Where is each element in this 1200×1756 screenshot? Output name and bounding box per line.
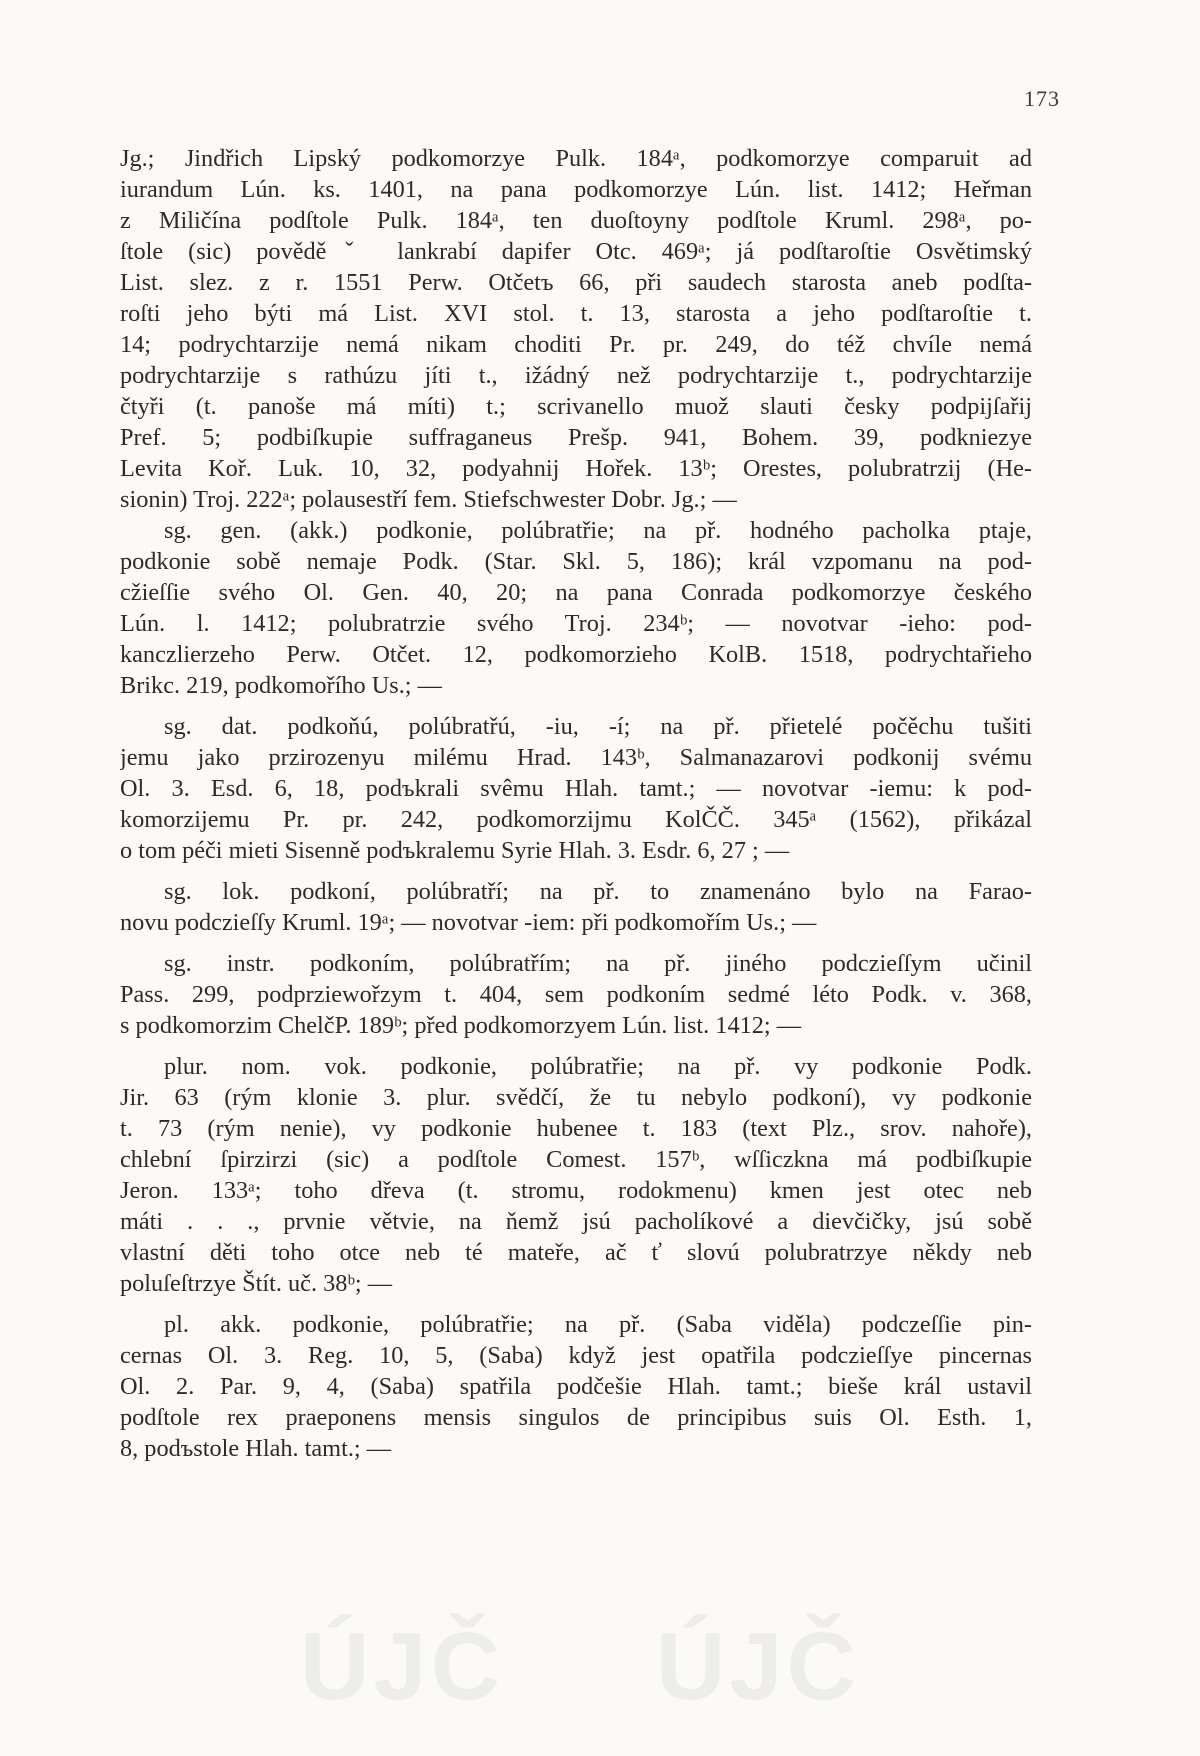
- text-line: sg. instr. podkoním, polúbratřím; na př. jiného podczieſſym učinil: [164, 950, 1032, 977]
- watermark-text: ÚJČ: [300, 1613, 505, 1720]
- text-line: iurandum Lún. ks. 1401, na pana podkomorzye Lún. list. 1412; Heřman: [120, 176, 1032, 203]
- paragraph: [120, 876, 1032, 938]
- text-line: máti . . ., prvnie větvie, na ňemž jsú pacholíkové a dievčičky, jsú sobě: [120, 1208, 1032, 1235]
- page-number: 173: [1024, 86, 1060, 111]
- text-line: Jg.; Jindřich Lipský podkomorzye Pulk. 184ᵃ, podkomorzye comparuit ad: [120, 145, 1032, 172]
- text-line: sg. dat. podkoňú, polúbratřú, -iu, -í; na př. přietelé počěchu tušiti: [164, 713, 1032, 740]
- text-line: s podkomorzim ChelčP. 189ᵇ; před podkomorzyem Lún. list. 1412; —: [120, 1012, 802, 1039]
- text-line: čtyři (t. panoše má míti) t.; scrivanello muož slauti česky podpijſařij: [120, 393, 1032, 420]
- watermark-text: ÚJČ: [655, 1613, 860, 1720]
- text-line: cernas Ol. 3. Reg. 10, 5, (Saba) když jest opatřila podczieſſye pincernas: [120, 1342, 1032, 1369]
- dictionary-text: [120, 143, 1032, 1464]
- paragraph: [120, 1309, 1032, 1464]
- text-line: Brikc. 219, podkomořího Us.; —: [120, 672, 442, 699]
- text-line: plur. nom. vok. podkonie, polúbratřie; na př. vy podkonie Podk.: [164, 1053, 1032, 1080]
- text-line: Ol. 2. Par. 9, 4, (Saba) spatřila podčešie Hlah. tamt.; bieše král ustavil: [120, 1373, 1032, 1400]
- text-line: List. slez. z r. 1551 Perw. Otčetъ 66, při saudech starosta aneb podſta-: [120, 269, 1032, 296]
- watermark: [300, 1612, 860, 1722]
- text-line: Jir. 63 (rým klonie 3. plur. svědčí, že tu nebylo podkoní), vy podkonie: [120, 1084, 1032, 1111]
- text-line: poluſeſtrzye Štít. uč. 38ᵇ; —: [120, 1270, 393, 1297]
- text-line: sionin) Troj. 222ᵃ; polausestří fem. Stiefschwester Dobr. Jg.; —: [120, 486, 737, 513]
- text-line: podrychtarzije s rathúzu jíti t., ižádný než podrychtarzije t., podrychtarzije: [120, 362, 1032, 389]
- text-line: Lún. l. 1412; polubratrzie svého Troj. 234ᵇ; — novotvar -ieho: pod-: [120, 610, 1032, 637]
- text-line: novu podczieſſy Kruml. 19ᵃ; — novotvar -iem: při podkomořím Us.; —: [120, 909, 817, 936]
- text-line: z Miličína podſtole Pulk. 184ᵃ, ten duoſtoyny podſtole Kruml. 298ᵃ, po-: [120, 207, 1032, 234]
- text-line: ſtole (sic) pověděˇ lankrabí dapifer Otc. 469ᵃ; já podſtaroſtie Osvětimský: [120, 238, 1032, 265]
- text-line: komorzijemu Pr. pr. 242, podkomorzijmu KolČČ. 345ᵃ (1562), přikázal: [120, 806, 1032, 833]
- text-line: Pass. 299, podprziewořzym t. 404, sem podkoním sedmé léto Podk. v. 368,: [120, 981, 1032, 1008]
- text-line: Ol. 3. Esd. 6, 18, podъkrali svêmu Hlah. tamt.; — novotvar -iemu: k pod-: [120, 775, 1032, 802]
- text-line: chlební ſpirzirzi (sic) a podſtole Comest. 157ᵇ, wſſiczkna má podbiſkupie: [120, 1146, 1032, 1173]
- paragraph: [120, 1051, 1032, 1299]
- text-line: jemu jako przirozenyu milému Hrad. 143ᵇ, Salmanazarovi podkonij svému: [120, 744, 1032, 771]
- text-line: 14; podrychtarzije nemá nikam choditi Pr. pr. 249, do též chvíle nemá: [120, 331, 1032, 358]
- text-line: Levita Koř. Luk. 10, 32, podyahnij Hořek. 13ᵇ; Orestes, polubratrzij (He-: [120, 455, 1032, 482]
- text-line: o tom péči mieti Sisenně podъkralemu Syrie Hlah. 3. Esdr. 6, 27 ; —: [120, 837, 790, 864]
- text-line: 8, podъstole Hlah. tamt.; —: [120, 1435, 392, 1462]
- text-line: Pref. 5; podbiſkupie suffraganeus Prešp. 941, Bohem. 39, podkniezye: [120, 424, 1032, 451]
- text-line: sg. lok. podkoní, polúbratří; na př. to znamenáno bylo na Farao-: [164, 878, 1032, 905]
- paragraph: [120, 143, 1032, 515]
- text-line: cžieſſie svého Ol. Gen. 40, 20; na pana Conrada podkomorzye českého: [120, 579, 1032, 606]
- text-line: vlastní děti toho otce neb té mateře, ač ť slovú polubratrzye někdy neb: [120, 1239, 1032, 1266]
- text-line: t. 73 (rým nenie), vy podkonie hubenee t. 183 (text Plz., srov. nahoře),: [120, 1115, 1032, 1142]
- text-line: podkonie sobě nemaje Podk. (Star. Skl. 5, 186); král vzpomanu na pod-: [120, 548, 1032, 575]
- text-line: roſti jeho býti má List. XVI stol. t. 13, starosta a jeho podſtaroſtie t.: [120, 300, 1032, 327]
- paragraph: [120, 515, 1032, 701]
- text-line: pl. akk. podkonie, polúbratřie; na př. (Saba viděla) podczeſſie pin-: [164, 1311, 1032, 1338]
- paragraph: [120, 948, 1032, 1041]
- text-line: kanczlierzeho Perw. Otčet. 12, podkomorzieho KolB. 1518, podrychtařieho: [120, 641, 1032, 668]
- text-line: podſtole rex praeponens mensis singulos de principibus suis Ol. Esth. 1,: [120, 1404, 1032, 1431]
- text-line: sg. gen. (akk.) podkonie, polúbratřie; na př. hodného pacholka ptaje,: [164, 517, 1032, 544]
- text-line: Jeron. 133ᵃ; toho dřeva (t. stromu, rodokmenu) kmen jest otec neb: [120, 1177, 1032, 1204]
- paragraph: [120, 711, 1032, 866]
